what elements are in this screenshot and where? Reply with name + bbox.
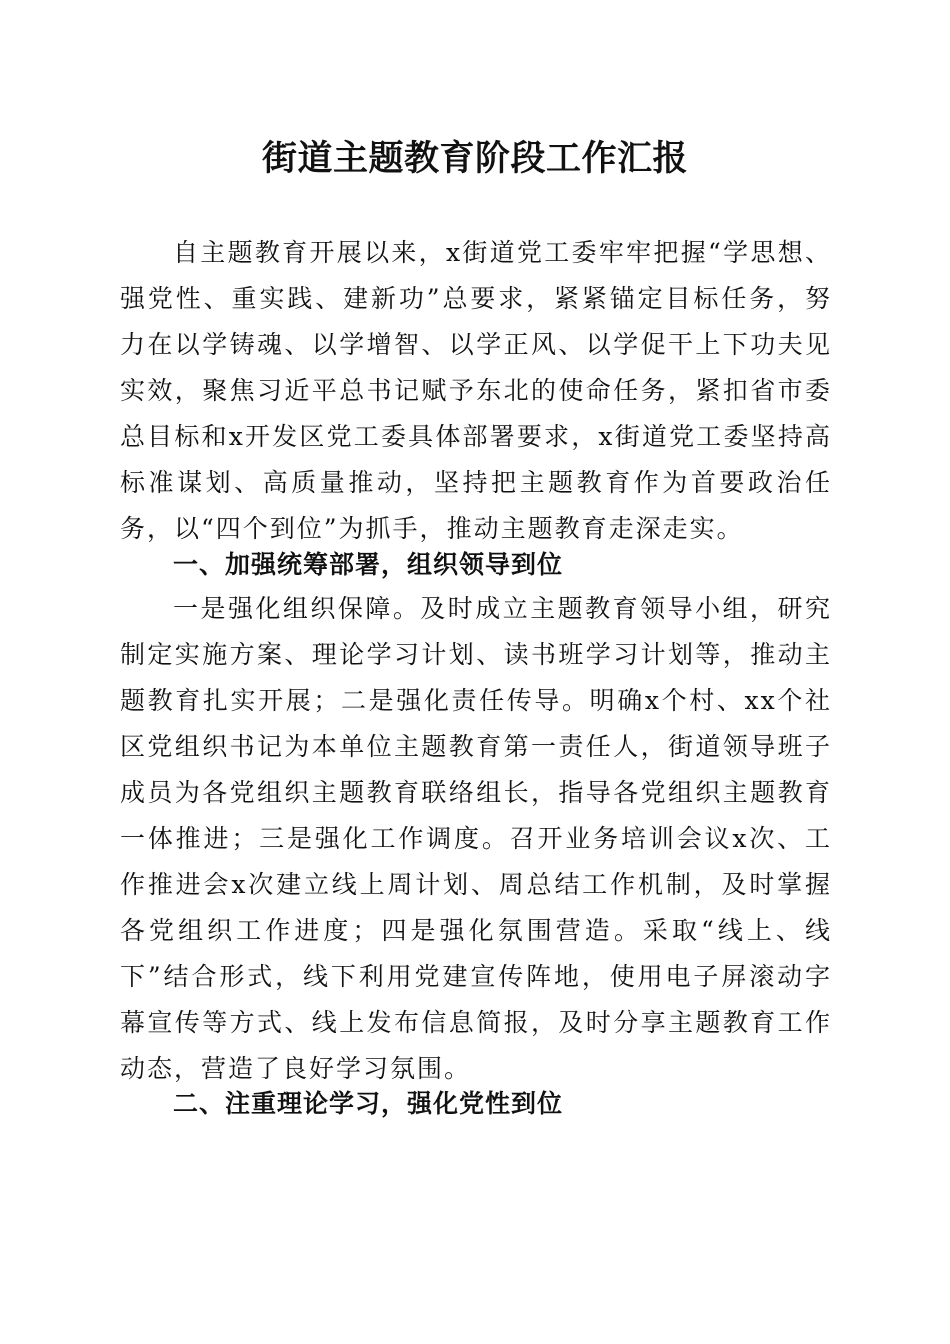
- section-heading-2: 二、注重理论学习，强化党性到位: [173, 1089, 564, 1118]
- section-1-paragraph: 一是强化组织保障。及时成立主题教育领导小组，研究制定实施方案、理论学习计划、读书班学习计划等，推动主题教育扎实开展；二是强化责任传导。明确x个村、xx个社区党组织书记为本单位主题教育第一责任人，街道领导班子成员为各党组织主题教育联络组长，指导各党组织主题教育一体推进；三是强化工作调度。召开业务培训会议x次、工作推进会x次建立线上周计划、周总结工作机制，及时掌握各党组织工作进度；四是强化氛围营造。采取“线上、线下”结合形式，线下利用党建宣传阵地，使用电子屏滚动字幕宣传等方式、线上发布信息简报，及时分享主题教育工作动态，营造了良好学习氛围。: [120, 594, 832, 1083]
- intro-paragraph: 自主题教育开展以来，x街道党工委牢牢把握“学思想、强党性、重实践、建新功”总要求，紧紧锚定目标任务，努力在以学铸魂、以学增智、以学正风、以学促干上下功夫见实效，聚焦习近平总书记赋予东北的使命任务，紧扣省市委总目标和x开发区党工委具体部署要求，x街道党工委坚持高标准谋划、高质量推动，坚持把主题教育作为首要政治任务，以“四个到位”为抓手，推动主题教育走深走实。: [120, 238, 832, 543]
- document-title: 街道主题教育阶段工作汇报: [261, 138, 688, 179]
- section-heading-1: 一、加强统筹部署，组织领导到位: [173, 550, 564, 579]
